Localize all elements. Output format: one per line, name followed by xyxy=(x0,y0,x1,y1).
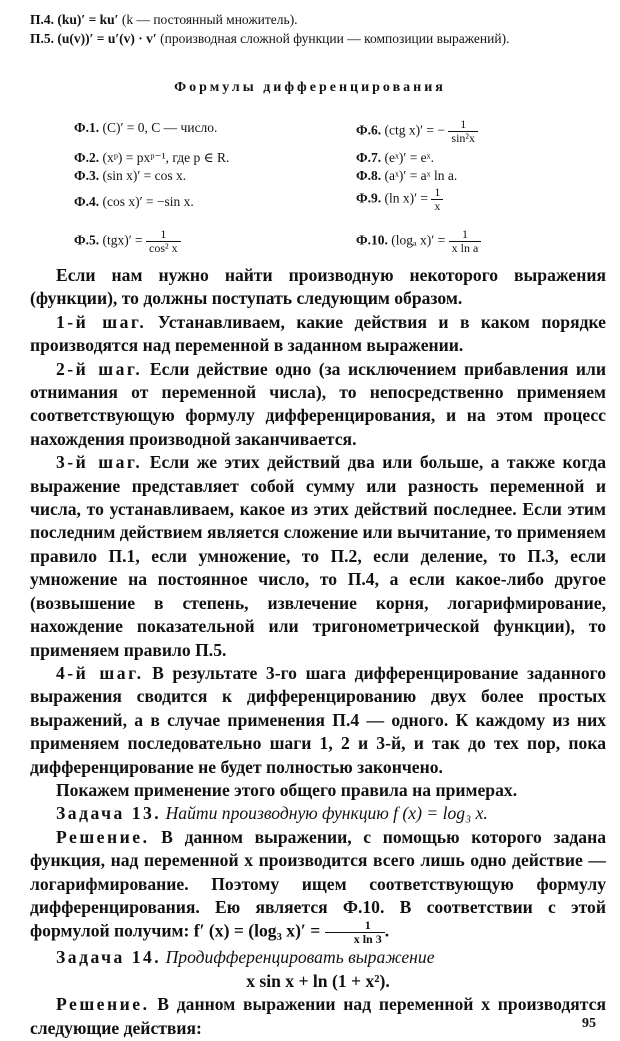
rule-desc: (k — постоянный множитель). xyxy=(121,12,298,27)
step-text: Если же этих действий два или больше, а также когда выражение представляет собой сумму или разность переменной и числа, то устанавливаем, какое из этих действий последнее. Если этим последним действием является сложение или вычитание, то применяем правило П.1, если умножение, то П.2, если деление, то П.3, если умножение на постоянное число, то П.4, а если какое-либо другое (возвышение в степень, извлечение корня, логарифмирование, нахождение показательной или тригонометрической функции), то применяем правило П.5. xyxy=(30,452,606,660)
formula-lhs: (ln x)′ = xyxy=(384,190,429,206)
rule-formula: (ku)′ = ku′ xyxy=(57,12,119,27)
formula-f5 xyxy=(74,228,181,255)
rule-p4 xyxy=(30,10,606,29)
formula-lhs: (tgx)′ = xyxy=(102,232,143,248)
formula-text: (C)′ = 0, C — число. xyxy=(102,120,218,135)
formula-text: (sin x)′ = cos x. xyxy=(102,168,187,183)
step-2 xyxy=(30,358,606,452)
task-label: Задача 14. xyxy=(56,947,162,968)
fraction xyxy=(325,919,385,946)
formula-f4 xyxy=(74,192,194,212)
page-number: 95 xyxy=(582,1016,596,1031)
task-label: Задача 13. xyxy=(56,803,162,824)
solution-label: Решение. xyxy=(56,826,150,847)
formula-f2 xyxy=(74,148,229,168)
formula-f10 xyxy=(356,228,481,255)
formula-f8 xyxy=(356,166,457,186)
rule-p5 xyxy=(30,29,606,48)
fraction-den: sin²x xyxy=(451,131,476,145)
paragraph: Если нам нужно найти производную некоторого выражения (функции), то должны поступать следующим образом. xyxy=(30,265,606,309)
fraction-den: cos² x xyxy=(149,241,178,255)
task-text: Продифференцировать выражение xyxy=(165,947,435,968)
fraction-num: 1 xyxy=(146,228,181,242)
step-label: 4-й шаг. xyxy=(56,662,144,683)
formula-lhs: (ctg x)′ = − xyxy=(384,122,446,138)
fraction xyxy=(146,228,181,255)
step-label: 1-й шаг. xyxy=(56,311,147,332)
formula-text: (cos x)′ = −sin x. xyxy=(102,194,194,209)
formula-label: Ф.5. xyxy=(74,232,100,248)
step-1 xyxy=(30,311,606,358)
main-text xyxy=(30,264,606,1040)
formula-label: Ф.7. xyxy=(356,150,382,165)
formula-f9 xyxy=(356,186,443,213)
rule-label: П.4. xyxy=(30,12,55,27)
rule-desc: (производная сложной функции — композиции выражений). xyxy=(160,31,510,46)
fraction-den: x ln 3 xyxy=(353,932,382,947)
formula-label: Ф.1. xyxy=(74,120,100,135)
formula-label: Ф.6. xyxy=(356,122,382,138)
formula-label: Ф.9. xyxy=(356,190,382,206)
rule-formula: (u(v))′ = u′(v) · v′ xyxy=(57,31,157,46)
formula-label: Ф.4. xyxy=(74,194,100,209)
fraction-num: 1 xyxy=(448,118,478,132)
solution-14 xyxy=(30,993,606,1040)
formula-f1 xyxy=(74,118,217,138)
fraction-num: 1 xyxy=(325,919,385,933)
task-text: Найти производную функцию f (x) = log₃ x. xyxy=(165,803,488,824)
formula-f3 xyxy=(74,166,186,186)
formula-label: Ф.10. xyxy=(356,232,388,248)
fraction xyxy=(449,228,482,255)
task-14 xyxy=(30,946,606,969)
solution-text: В данном выражении, с помощью которого задана функция, над переменной x производится всего лишь одно действие — логарифмирование. Поэтому ищем соответствующую формулу дифференцирования. Ею является Ф.10. В соответствии с этой формулой получим: xyxy=(30,826,606,941)
formula-text: (eˣ)′ = eˣ. xyxy=(384,150,434,165)
formulas-title: Формулы дифференцирования xyxy=(174,80,446,95)
step-text: Если действие одно (за исключением прибавления или отнимания от переменной числа), то непосредственно применяем соответствующую формулу дифференцирования, и на этом процесс нахождения производной заканчивается. xyxy=(30,358,606,449)
step-4 xyxy=(30,662,606,779)
rules-list xyxy=(30,10,606,48)
step-text: Устанавливаем, какие действия и в каком порядке производятся над переменной в заданном выражении. xyxy=(30,311,606,356)
step-text: В результате 3-го шага дифференцирование заданного выражения сводится к дифференцированию двух более простых выражений, а в случае применения П.4 — одного. К каждому из них применяем последовательно шаги 1, 2 и 3-й, и так до тех пор, пока дифференцирование не будет полностью закончено. xyxy=(30,662,606,777)
paragraph: Покажем применение этого общего правила на примерах. xyxy=(56,779,518,800)
formula-f6 xyxy=(356,118,478,145)
fraction-den: x xyxy=(434,199,441,213)
step-label: 3-й шаг. xyxy=(56,452,143,473)
solution-text: В данном выражении над переменной x производятся следующие действия: xyxy=(30,994,606,1038)
fraction-num: 1 xyxy=(449,228,482,242)
formula-text: (aˣ)′ = aˣ ln a. xyxy=(384,168,458,183)
formula-label: Ф.2. xyxy=(74,150,100,165)
formula-label: Ф.8. xyxy=(356,168,382,183)
task-13 xyxy=(30,802,606,825)
fraction xyxy=(448,118,478,145)
step-3 xyxy=(30,451,606,662)
fraction-num: 1 xyxy=(431,186,443,200)
formula-lhs: (logₐ x)′ = xyxy=(391,232,446,248)
formula-label: Ф.3. xyxy=(74,168,100,183)
step-label: 2-й шаг. xyxy=(56,358,143,379)
formula-f7 xyxy=(356,148,434,168)
formula-text: (xᵖ) = pxᵖ⁻¹, где p ∈ R. xyxy=(102,150,230,165)
rule-label: П.5. xyxy=(30,31,55,46)
fraction-den: x ln a xyxy=(451,241,479,255)
solution-13: Решение. В данном выражении, с помощью которого задана функция, над переменной x производится всего лишь одно действие — логарифмирование. Поэтому ищем соответствующую формулу дифференцирования. Ею является Ф.10. В соответствии с этой формулой получим: f′ (x) = (log₃ x)′ = $\frac{1}{\text{x ln 3}}$ . xyxy=(30,826,606,947)
fraction xyxy=(431,186,443,213)
solution-label: Решение. xyxy=(56,994,150,1015)
result-lhs: f′ (x) = (log₃ x)′ = xyxy=(193,920,321,941)
task-14-expression: x sin x + ln (1 + x²). xyxy=(246,970,390,991)
